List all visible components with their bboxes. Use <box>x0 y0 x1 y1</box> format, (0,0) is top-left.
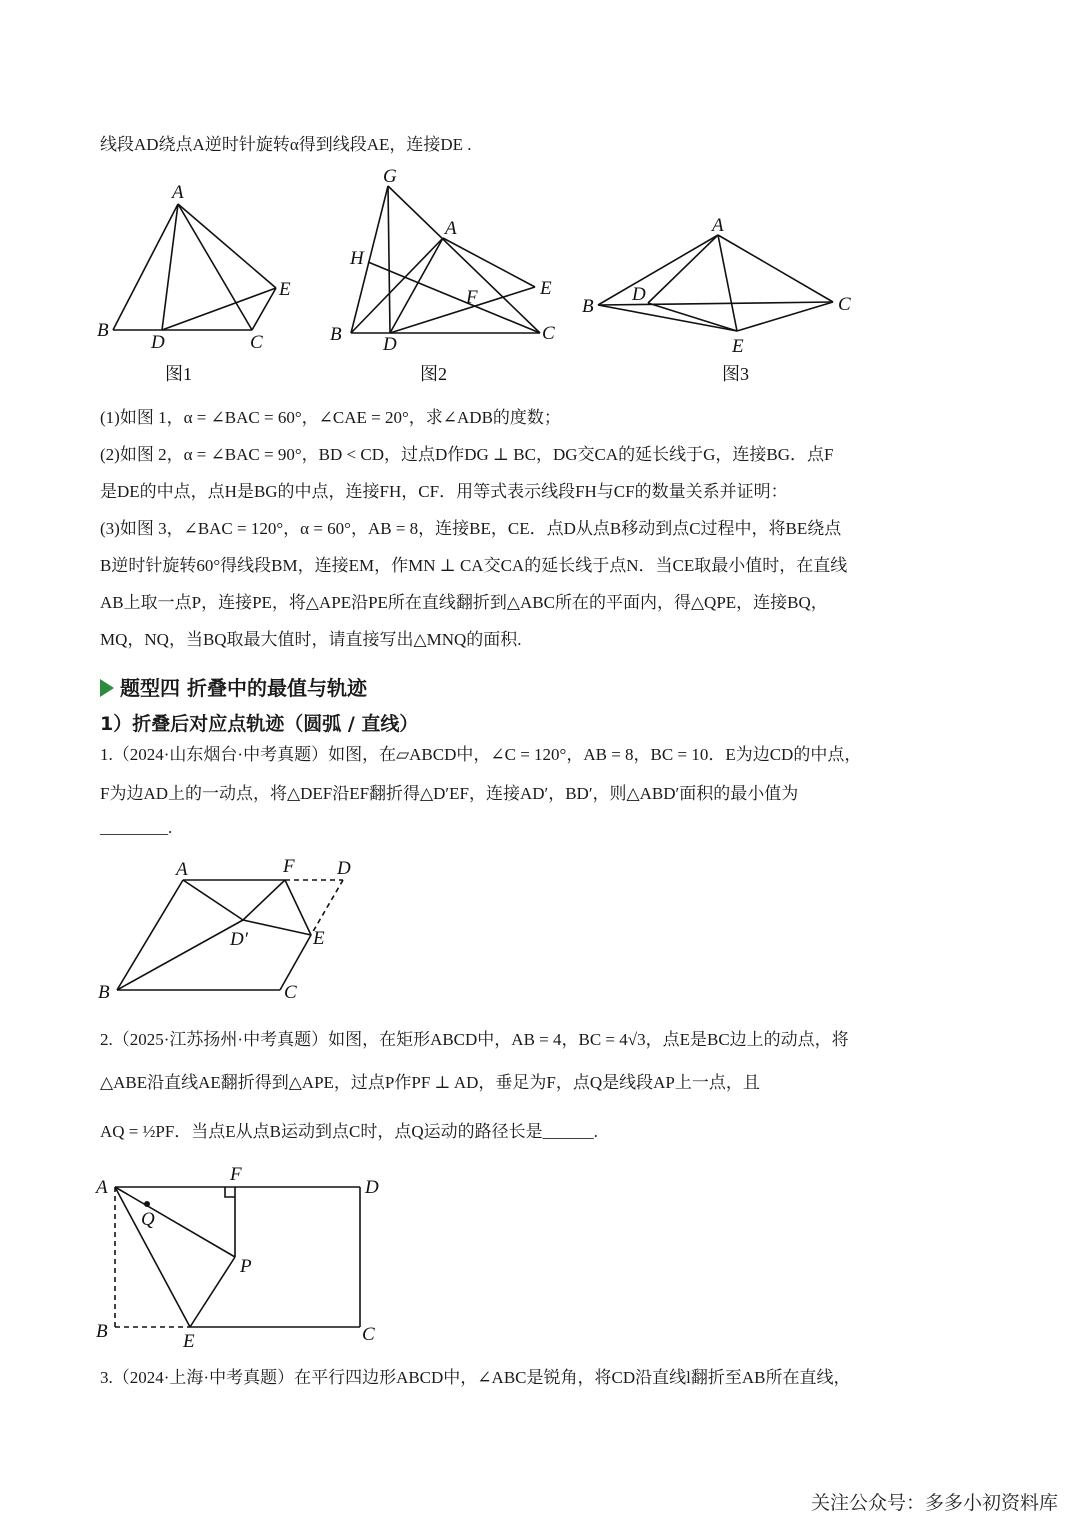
figure-segment <box>311 880 343 935</box>
label-E: E <box>540 278 552 299</box>
label-A: A <box>96 1177 108 1198</box>
figure-1-caption: 图1 <box>165 364 192 384</box>
label-H: H <box>350 248 364 269</box>
label-C: C <box>250 332 263 353</box>
figure-segment <box>388 186 390 333</box>
figure-segment <box>162 288 276 330</box>
figure-segment <box>718 235 833 302</box>
label-C: C <box>362 1324 375 1345</box>
label-A: A <box>712 215 724 236</box>
label-E: E <box>183 1331 195 1352</box>
figure-segment <box>178 204 276 288</box>
label-A: A <box>445 218 457 239</box>
point-Q-dot <box>144 1201 150 1207</box>
problem-3-line1: 3.（2024·上海·中考真题）在平行四边形ABCD中，∠ABC是锐角，将CD沿直线l翻折至AB所在直线， <box>100 1368 851 1387</box>
label-P: P <box>240 1256 252 1277</box>
footer-watermark: 关注公众号：多多小初资料库 <box>810 1492 1058 1514</box>
label-A: A <box>176 859 188 880</box>
label-D: D <box>383 334 397 355</box>
problem-1-figure <box>98 856 351 1003</box>
part-3-text-line4: MQ，NQ，当BQ取最大值时，请直接写出△MNQ的面积. <box>100 630 522 649</box>
label-F: F <box>466 287 478 308</box>
label-C: C <box>838 294 851 315</box>
problem-2-figure <box>94 1164 379 1352</box>
part-1-text: (1)如图 1，α = ∠BAC = 60°，∠CAE = 20°，求∠ADB的度数； <box>100 408 561 427</box>
label-F: F <box>283 856 295 877</box>
figure-segment <box>252 288 276 330</box>
subsection-title: 1）折叠后对应点轨迹（圆弧 / 直线） <box>100 713 419 735</box>
label-E: E <box>313 928 325 949</box>
problem-2-line2: △ABE沿直线AE翻折得到△APE，过点P作PF ⊥ AD，垂足为F，点Q是线段AP上一点，且 <box>100 1073 760 1092</box>
label-D-prime: D′ <box>230 929 248 950</box>
figure-segment <box>368 262 540 333</box>
section-heading <box>100 672 367 701</box>
label-D: D <box>337 858 351 879</box>
part-2-text-line1: (2)如图 2，α = ∠BAC = 90°，BD < CD，过点D作DG ⊥ BC，DG交CA的延长线于G，连接BG．点F <box>100 445 834 464</box>
problem-1-line2: F为边AD上的一动点，将△DEF沿EF翻折得△D′EF，连接AD′，BD′，则△ABD′面积的最小值为 <box>100 784 799 803</box>
figure-segment <box>351 238 443 333</box>
figure-segment <box>388 186 540 333</box>
figure-segment <box>598 235 718 305</box>
figure-segment <box>737 302 833 331</box>
label-F: F <box>230 1164 242 1185</box>
label-B: B <box>97 320 109 341</box>
label-D: D <box>365 1177 379 1198</box>
figure-segment <box>443 238 535 287</box>
figure-segment <box>113 204 178 330</box>
figure-segment <box>117 880 183 990</box>
figure-segment <box>162 204 178 330</box>
figure-segment <box>285 880 311 935</box>
problem-1-line1: 1.（2024·山东烟台·中考真题）如图，在▱ABCD中，∠C = 120°，AB = 8，BC = 10．E为边CD的中点， <box>100 745 862 764</box>
label-D: D <box>632 284 646 305</box>
triangle-bullet-icon <box>100 679 114 697</box>
label-E: E <box>279 279 291 300</box>
figure-1 <box>97 182 291 384</box>
figure-3 <box>582 215 851 384</box>
label-G: G <box>383 166 397 187</box>
part-3-text-line2: B逆时针旋转60°得线段BM，连接EM，作MN ⊥ CA交CA的延长线于点N．当CE取最小值时，在直线 <box>100 556 848 575</box>
figure-segment <box>117 920 243 990</box>
label-C: C <box>284 982 297 1003</box>
figure-segment <box>190 1257 235 1327</box>
problem-2-line3: AQ = ½PF．当点E从点B运动到点C时，点Q运动的路径长是______. <box>100 1122 598 1141</box>
part-2-text-line2: 是DE的中点，点H是BG的中点，连接FH，CF．用等式表示线段FH与CF的数量关系并证明： <box>100 482 788 501</box>
part-3-text-line1: (3)如图 3，∠BAC = 120°，α = 60°，AB = 8，连接BE，CE．点D从点B移动到点C过程中，将BE绕点 <box>100 519 842 538</box>
label-D: D <box>151 332 165 353</box>
label-B: B <box>330 324 342 345</box>
figure-segment <box>225 1187 235 1197</box>
label-B: B <box>582 296 594 317</box>
part-3-text-line3: AB上取一点P，连接PE，将△APE沿PE所在直线翻折到△ABC所在的平面内，得△QPE，连接BQ， <box>100 593 828 612</box>
figure-2 <box>330 166 555 384</box>
figure-segment <box>243 920 311 935</box>
problem-1-answer-blank: ________. <box>100 818 173 837</box>
figure-2-caption: 图2 <box>420 364 447 384</box>
section-title: 题型四 折叠中的最值与轨迹 <box>120 676 367 700</box>
figure-3-caption: 图3 <box>722 364 749 384</box>
figure-segment <box>183 880 243 920</box>
label-E: E <box>732 336 744 357</box>
label-Q: Q <box>141 1209 155 1230</box>
label-B: B <box>98 982 110 1003</box>
label-C: C <box>542 323 555 344</box>
figure-segment <box>243 880 285 920</box>
intro-text: 线段AD绕点A逆时针旋转α得到线段AE，连接DE . <box>100 135 472 154</box>
figure-segment <box>718 235 737 331</box>
problem-2-line1: 2.（2025·江苏扬州·中考真题）如图，在矩形ABCD中，AB = 4，BC = 4√3，点E是BC边上的动点，将 <box>100 1030 849 1049</box>
label-B: B <box>96 1321 108 1342</box>
label-A: A <box>172 182 184 203</box>
